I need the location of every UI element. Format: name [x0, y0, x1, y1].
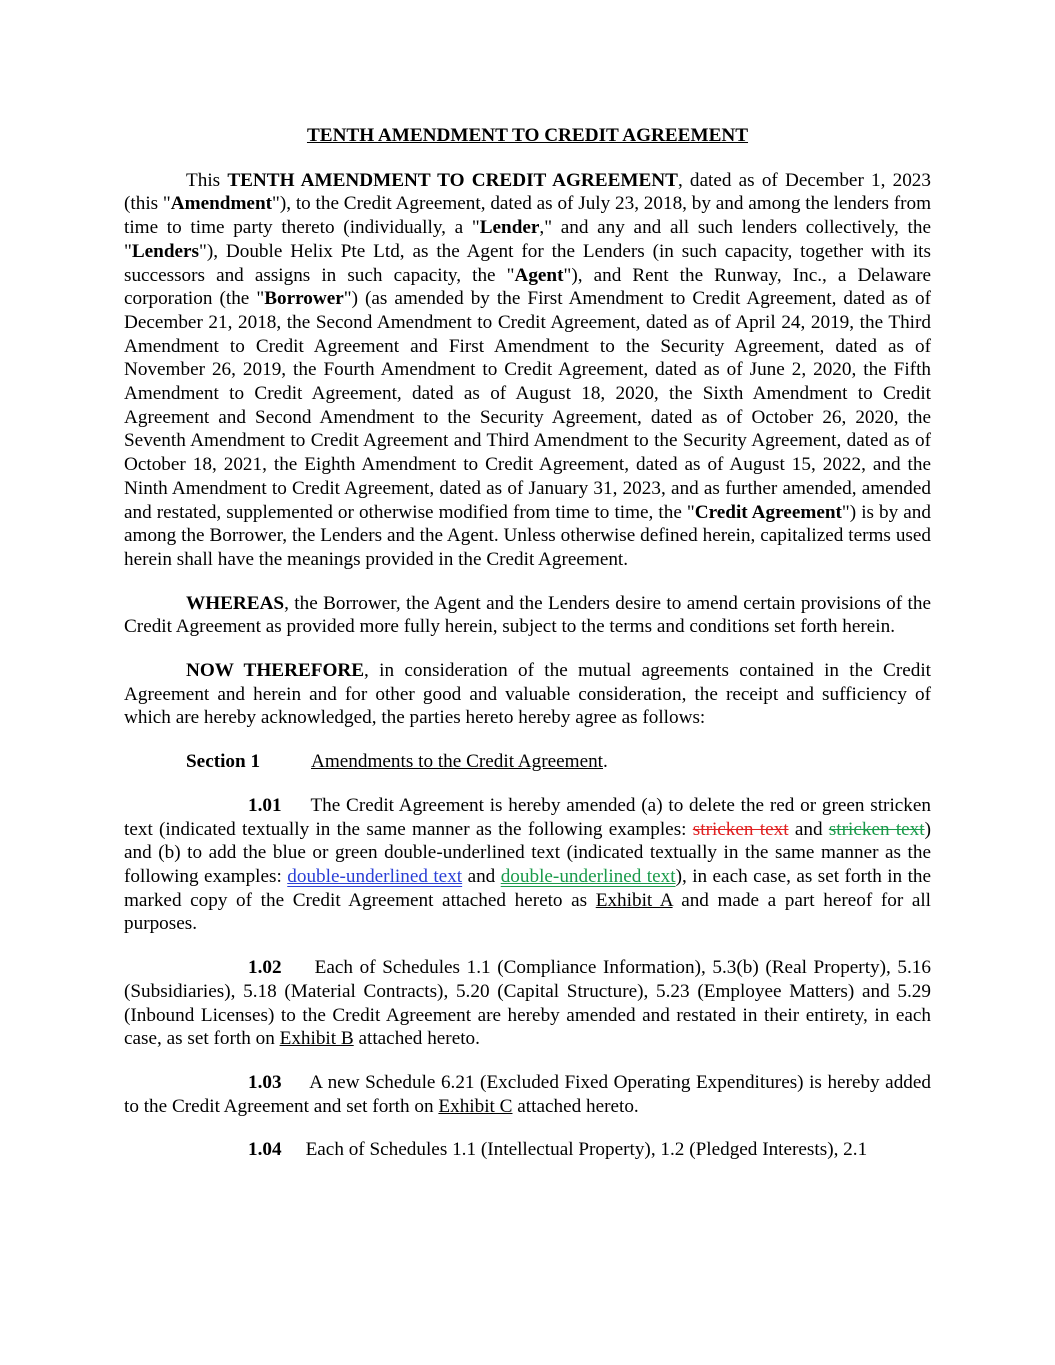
document-title: TENTH AMENDMENT TO CREDIT AGREEMENT — [306, 125, 749, 146]
defined-term-lenders: Lenders — [131, 240, 199, 262]
intro-paragraph — [124, 169, 931, 572]
exhibit-c-reference: Exhibit C — [438, 1095, 513, 1117]
clause-1-02 — [124, 956, 931, 1051]
red-stricken-example: stricken text — [692, 818, 789, 840]
intro-text: "), to the Credit Agreement, dated as of July 23, 2018, by and among the lenders from time to time party thereto (individually, a " — [124, 193, 932, 239]
green-stricken-example: stricken text — [828, 818, 925, 840]
clause-text: ) and (b) to add the blue or green double-underlined text (indicated textually in the same manner as the following examples: — [124, 818, 931, 887]
clause-number: 1.03 — [248, 1071, 282, 1093]
intro-text: "), Double Helix Pte Ltd, as the Agent for the Lenders (in such capacity, together with its successors and assigns in such capacity, the " — [124, 240, 931, 286]
clause-1-03 — [124, 1071, 931, 1118]
section-period: . — [603, 751, 608, 773]
clause-text: Each of Schedules 1.1 (Intellectual Property), 1.2 (Pledged Interests), 2.1 — [305, 1139, 868, 1161]
clause-text: attached hereto. — [353, 1028, 480, 1050]
defined-term-borrower: Borrower — [264, 288, 344, 310]
defined-term-credit-agreement: Credit Agreement — [694, 501, 842, 523]
clause-1-04 — [124, 1138, 931, 1162]
document-page — [124, 124, 931, 1162]
section-title: Amendments to the Credit Agreement — [311, 751, 604, 773]
clause-text: ), in each case, as set forth in the marked copy of the Credit Agreement attached hereto as — [124, 865, 932, 911]
section-1-heading — [124, 750, 931, 774]
exhibit-a-reference: Exhibit A — [595, 889, 673, 911]
whereas-lead: WHEREAS — [186, 592, 285, 614]
green-double-underlined-example: double-underlined text — [500, 865, 676, 887]
clause-number: 1.04 — [248, 1139, 282, 1161]
exhibit-b-reference: Exhibit B — [279, 1028, 354, 1050]
clause-number: 1.02 — [248, 957, 282, 979]
now-therefore-text: , in consideration of the mutual agreements contained in the Credit Agreement and herein and for other good and valuable consideration, the receipt and sufficiency of which are hereby acknowledged, the parties hereto hereby agree as follows: — [124, 660, 931, 729]
clause-text: attached hereto. — [512, 1095, 639, 1117]
section-number: Section 1 — [186, 751, 261, 773]
clause-text: and made a part hereof for all purposes. — [124, 889, 932, 935]
defined-term-lender: Lender — [479, 217, 540, 239]
defined-term-amendment: Amendment — [170, 193, 273, 215]
defined-term-agent: Agent — [514, 264, 564, 286]
blue-double-underlined-example: double-underlined text — [287, 865, 463, 887]
whereas-paragraph — [124, 592, 931, 639]
intro-text: This — [186, 169, 228, 191]
clause-text: The Credit Agreement is hereby amended (a) to delete the red or green stricken text (indicated textually in the same manner as the following examples: — [124, 794, 931, 840]
clause-number: 1.01 — [248, 794, 282, 816]
intro-text: ") is by and among the Borrower, the Lenders and the Agent. Unless otherwise defined herein, capitalized terms used herein shall have the meanings provided in the Credit Agreement. — [124, 501, 931, 570]
intro-bold-title: TENTH AMENDMENT TO CREDIT AGREEMENT — [227, 169, 678, 191]
clause-text: and — [462, 865, 501, 887]
intro-text: "), and Rent the Runway, Inc., a Delaware corporation (the " — [124, 264, 932, 310]
whereas-text: , the Borrower, the Agent and the Lenders desire to amend certain provisions of the Credit Agreement as provided more fully herein, subject to the terms and conditions set forth herein. — [124, 592, 931, 638]
now-therefore-lead: NOW THEREFORE — [186, 660, 365, 682]
intro-text: , dated as of December 1, 2023 (this " — [124, 169, 931, 215]
clause-text: Each of Schedules 1.1 (Compliance Information), 5.3(b) (Real Property), 5.16 (Subsidiaries), 5.18 (Material Contracts), 5.20 (Capital Structure), 5.23 (Employee Matters) and 5.29 (Inbound Licenses) to the Credit Agreement are hereby amended and restated in their entirety, in each case, as set forth on — [124, 957, 931, 1050]
intro-text: ," and any and all such lenders collectively, the " — [124, 217, 931, 262]
intro-text: ") (as amended by the First Amendment to Credit Agreement, dated as of December 21, 2018, the Second Amendment to Credit Agreement, dated as of April 24, 2019, the Third Amendment to Credit Agreement and First Amendment to the Security Agreement, dated as of November 26, 2019, the Fourth Amendment to Credit Agreement, dated as of June 2, 2020, the Fifth Amendment to Credit Agreement, dated as of August 18, 2020, the Sixth Amendment to Credit Agreement and Second Amendment to the Security Agreement, dated as of October 26, 2020, the Seventh Amendment to Credit Agreement and Third Amendment to the Security Agreement, dated as of October 18, 2021, the Eighth Amendment to Credit Agreement, dated as of August 15, 2022, and the Ninth Amendment to Credit Agreement, dated as of January 31, 2023, and as further amended, amended and restated, supplemented or otherwise modified from time to time, the " — [124, 288, 932, 523]
clause-text: and — [788, 818, 829, 840]
clause-text: A new Schedule 6.21 (Excluded Fixed Operating Expenditures) is hereby added to the Credit Agreement and set forth on — [124, 1071, 931, 1117]
clause-1-01 — [124, 794, 931, 936]
now-therefore-paragraph — [124, 659, 931, 730]
